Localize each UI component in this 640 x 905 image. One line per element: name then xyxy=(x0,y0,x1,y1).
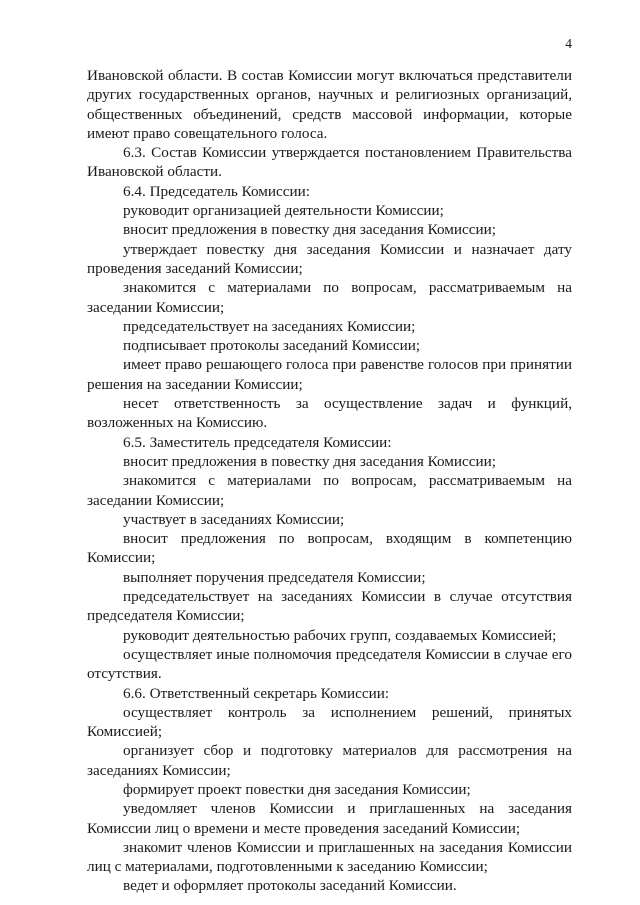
list-item: вносит предложения по вопросам, входящим в компетенцию Комиссии; xyxy=(87,530,572,567)
page-number: 4 xyxy=(565,36,572,51)
list-item: осуществляет контроль за исполнением решений, принятых Комиссией; xyxy=(87,703,572,741)
list-item: выполняет поручения председателя Комиссии; xyxy=(123,568,426,586)
list-item: утверждает повестку дня заседания Комиссии и назначает дату проведения заседаний Комиссии; xyxy=(87,240,572,277)
list-item: вносит предложения в повестку дня заседания Комиссии; xyxy=(123,452,496,470)
section-heading: 6.6. Ответственный секретарь Комиссии: xyxy=(123,684,390,702)
list-item: формирует проект повестки дня заседания Комиссии; xyxy=(123,780,471,798)
list-item: уведомляет членов Комиссии и приглашенных на заседания Комиссии лиц о времени и месте проведения заседаний Комиссии; xyxy=(87,800,572,837)
list-item: осуществляет иные полномочия председателя Комиссии в случае его отсутствия. xyxy=(87,645,572,683)
paragraph: 6.3. Состав Комиссии утверждается постановлением Правительства Ивановской области. xyxy=(87,144,572,181)
list-item: знакомится с материалами по вопросам, рассматриваемым на заседании Комиссии; xyxy=(87,472,572,509)
list-item: знакомится с материалами по вопросам, рассматриваемым на заседании Комиссии; xyxy=(87,279,572,316)
list-item: имеет право решающего голоса при равенстве голосов при принятии решения на заседании Комиссии; xyxy=(87,356,572,393)
list-item: руководит деятельностью рабочих групп, создаваемых Комиссией; xyxy=(123,626,557,644)
list-item: организует сбор и подготовку материалов для рассмотрения на заседаниях Комиссии; xyxy=(87,742,572,779)
list-item: ведет и оформляет протоколы заседаний Комиссии. xyxy=(123,877,457,895)
list-item: знакомит членов Комиссии и приглашенных на заседания Комиссии лиц с материалами, подготовленными к заседанию Комиссии; xyxy=(87,838,572,876)
list-item: вносит предложения в повестку дня заседания Комиссии; xyxy=(123,221,496,239)
list-item: подписывает протоколы заседаний Комиссии; xyxy=(123,337,421,355)
document-body xyxy=(87,66,572,896)
list-item: руководит организацией деятельности Комиссии; xyxy=(123,202,444,220)
list-item: участвует в заседаниях Комиссии; xyxy=(123,510,345,528)
paragraph: Ивановской области. В состав Комиссии могут включаться представители других государственных органов, научных и религиозных организаций, общественных объединений, средств массовой информации, которые имеют право совещательного голоса. xyxy=(87,67,572,142)
list-item: председательствует на заседаниях Комиссии; xyxy=(123,317,416,335)
list-item: председательствует на заседаниях Комиссии в случае отсутствия председателя Комиссии; xyxy=(87,588,572,625)
section-heading: 6.5. Заместитель председателя Комиссии: xyxy=(123,433,392,451)
list-item: несет ответственность за осуществление задач и функций, возложенных на Комиссию. xyxy=(87,395,572,432)
section-heading: 6.4. Председатель Комиссии: xyxy=(123,182,311,200)
